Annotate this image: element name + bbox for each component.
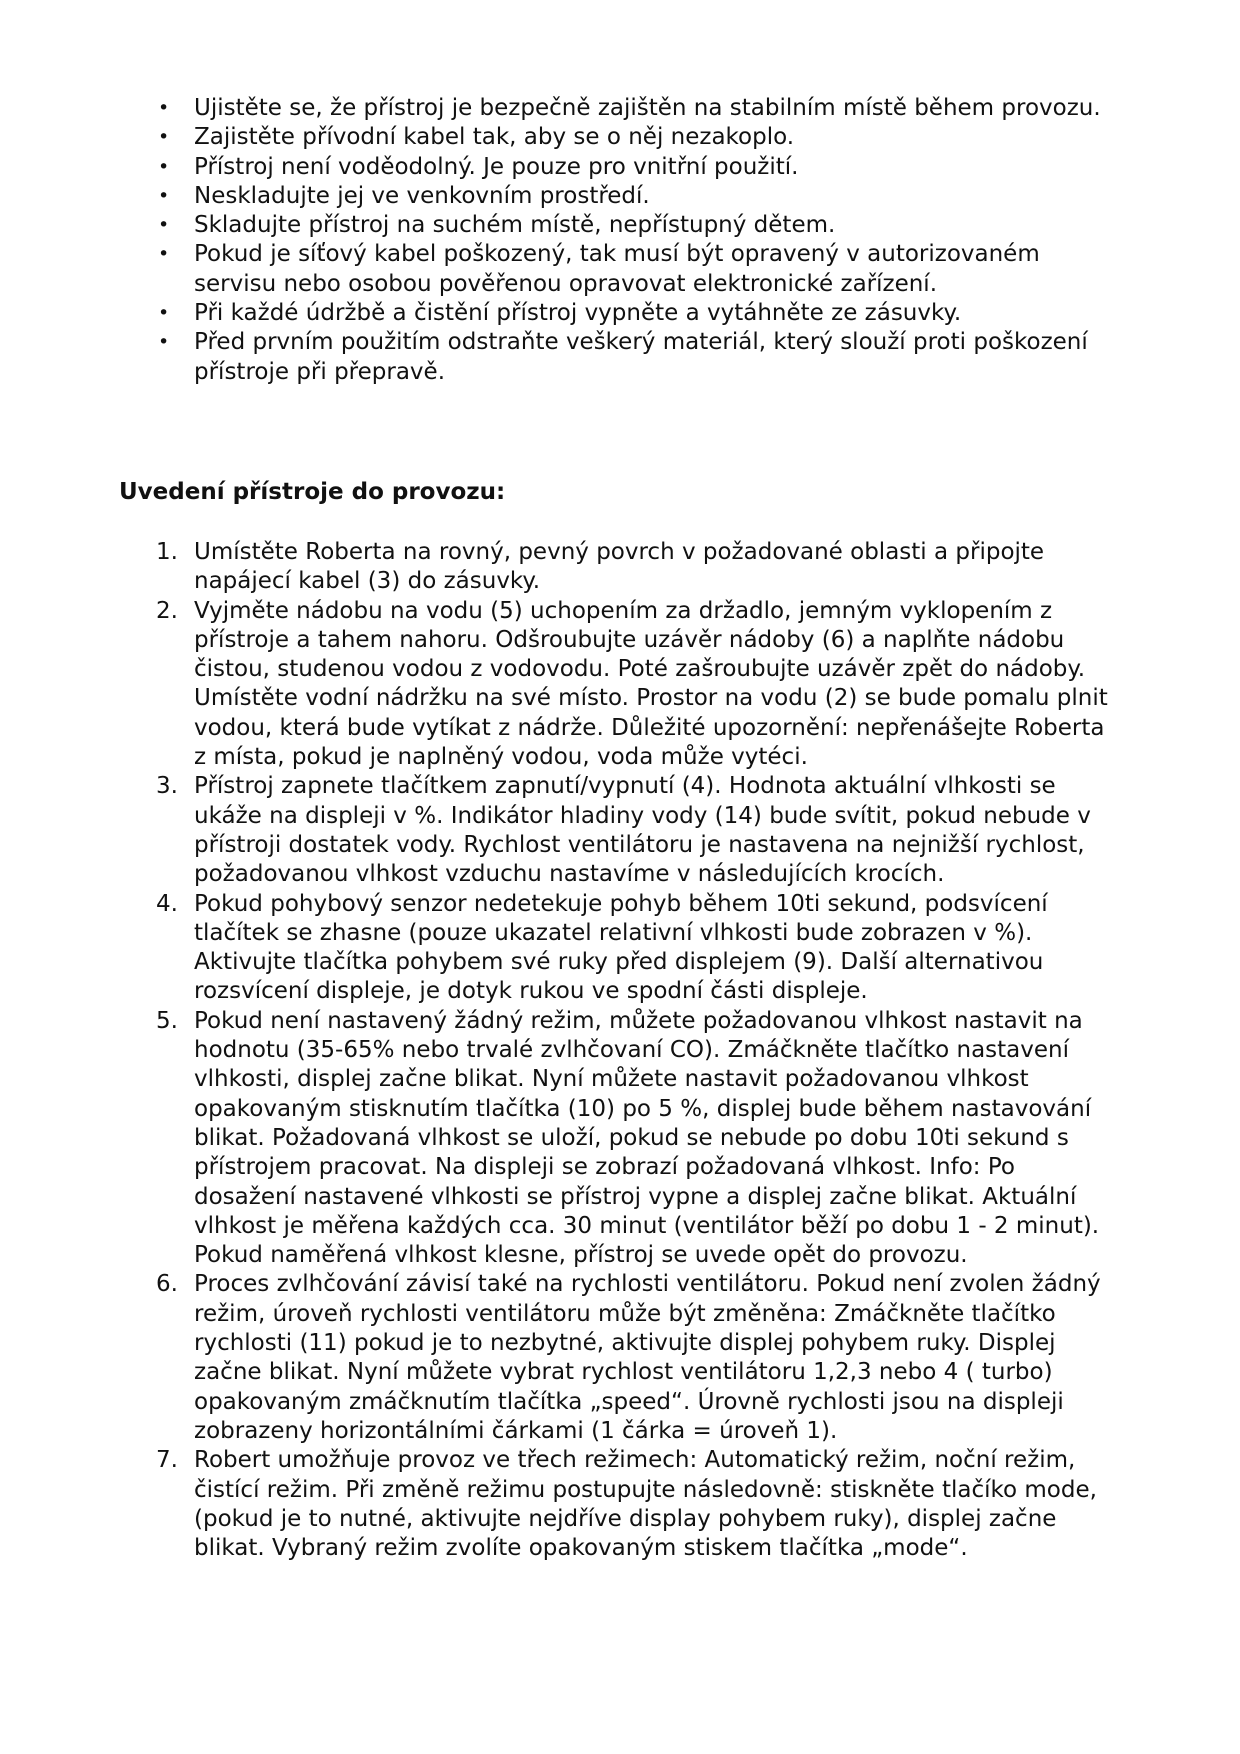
step-item bbox=[150, 597, 1110, 773]
step-text: Vyjměte nádobu na vodu (5) uchopením za držadlo, jemným vyklopením z přístroje a tahem nahoru. Odšroubujte uzávěr nádoby (6) a naplňte nádobu čistou, studenou vodou z vodovodu. Poté zašroubujte uzávěr zpět do nádoby. Umístěte vodní nádržku na své místo. Prostor na vodu (2) se bude pomalu plnit vodou, která bude vytíkat z nádrže. Důležité upozornění: nepřenášejte Roberta z místa, pokud je naplněný vodou, voda může vytéci. bbox=[194, 597, 1108, 771]
step-number: 3. bbox=[156, 773, 178, 800]
bullet-text: Skladujte přístroj na suchém místě, nepřístupný dětem. bbox=[194, 212, 836, 239]
bullet-icon: • bbox=[158, 126, 170, 149]
safety-bullet-list bbox=[150, 94, 1110, 387]
step-number: 5. bbox=[156, 1007, 178, 1034]
section-heading: Uvedení přístroje do provozu: bbox=[119, 479, 506, 505]
bullet-text: Při každé údržbě a čistění přístroj vypněte a vytáhněte ze zásuvky. bbox=[194, 300, 962, 327]
bullet-icon: • bbox=[158, 155, 170, 178]
step-number: 6. bbox=[156, 1271, 178, 1298]
step-item bbox=[150, 890, 1110, 1007]
bullet-text: Ujistěte se, že přístroj je bezpečně zajištěn na stabilním místě během provozu. bbox=[194, 95, 1101, 121]
step-item bbox=[150, 538, 1110, 597]
step-item bbox=[150, 1270, 1110, 1446]
list-item bbox=[150, 240, 1110, 299]
bullet-icon: • bbox=[158, 302, 170, 325]
list-item bbox=[150, 94, 1110, 123]
step-text: Robert umožňuje provoz ve třech režimech: Automatický režim, noční režim, čistící režim. Při změně režimu postupujte následovně: stiskněte tlačíko mode, (pokud je to nutné, aktivujte nejdříve display pohybem ruky), displej začne blikat. Vybraný režim zvolíte opakovaným stiskem tlačítka „mode“. bbox=[194, 1447, 1097, 1562]
bullet-icon: • bbox=[158, 97, 170, 119]
list-item bbox=[150, 211, 1110, 240]
step-text: Pokud pohybový senzor nedetekuje pohyb během 10ti sekund, podsvícení tlačítek se zhasne (pouze ukazatel relativní vlhkosti bude zobrazen v %). Aktivujte tlačítka pohybem své ruky před displejem (9). Další alternativou rozsvícení displeje, je dotyk rukou ve spodní části displeje. bbox=[194, 890, 1048, 1005]
step-number: 4. bbox=[156, 890, 178, 917]
step-item bbox=[150, 772, 1110, 889]
step-number: 7. bbox=[156, 1447, 178, 1474]
step-item bbox=[150, 1007, 1110, 1271]
list-item bbox=[150, 123, 1110, 152]
list-item bbox=[150, 328, 1110, 387]
step-number: 1. bbox=[156, 539, 178, 565]
bullet-icon: • bbox=[158, 331, 170, 354]
step-number: 2. bbox=[156, 597, 178, 624]
list-item bbox=[150, 153, 1110, 182]
bullet-text: Před prvním použitím odstraňte veškerý materiál, který slouží proti poškození přístroje při přepravě. bbox=[194, 329, 1088, 385]
setup-steps-list bbox=[150, 538, 1110, 1563]
step-item bbox=[150, 1446, 1110, 1563]
bullet-text: Neskladujte jej ve venkovním prostředí. bbox=[194, 182, 650, 209]
bullet-icon: • bbox=[158, 243, 170, 266]
list-item bbox=[150, 182, 1110, 211]
bullet-icon: • bbox=[158, 184, 170, 207]
step-text: Proces zvlhčování závisí také na rychlosti ventilátoru. Pokud není zvolen žádný režim, úroveň rychlosti ventilátoru může být změněna: Zmáčkněte tlačítko rychlosti (11) pokud je to nezbytné, aktivujte displej pohybem ruky. Displej začne blikat. Nyní můžete vybrat rychlost ventilátoru 1,2,3 nebo 4 ( turbo) opakovaným zmáčknutím tlačítka „speed“. Úrovně rychlosti jsou na displeji zobrazeny horizontálními čárkami (1 čárka = úroveň 1). bbox=[194, 1271, 1101, 1444]
step-text: Pokud není nastavený žádný režim, můžete požadovanou vlhkost nastavit na hodnotu (35-65% nebo trvalé zvlhčovaní CO). Zmáčkněte tlačítko nastavení vlhkosti, displej začne blikat. Nyní můžete nastavit požadovanou vlhkost opakovaným stisknutím tlačítka (10) po 5 %, displej bude během nastavování blikat. Požadovaná vlhkost se uloží, pokud se nebude po dobu 10ti sekund s přístrojem pracovat. Na displeji se zobrazí požadovaná vlhkost. Info: Po dosažení nastavené vlhkosti se přístroj vypne a displej začne blikat. Aktuální vlhkost je měřena každých cca. 30 minut (ventilátor běží po dobu 1 - 2 minut). Pokud naměřená vlhkost klesne, přístroj se uvede opět do provozu. bbox=[194, 1007, 1100, 1269]
step-text: Umístěte Roberta na rovný, pevný povrch v požadované oblasti a připojte napájecí kabel (3) do zásuvky. bbox=[194, 539, 1045, 595]
bullet-icon: • bbox=[158, 214, 170, 237]
list-item bbox=[150, 299, 1110, 328]
bullet-text: Zajistěte přívodní kabel tak, aby se o něj nezakoplo. bbox=[194, 124, 795, 151]
bullet-text: Přístroj není voděodolný. Je pouze pro vnitřní použití. bbox=[194, 153, 799, 180]
bullet-text: Pokud je síťový kabel poškozený, tak musí být opravený v autorizovaném servisu nebo osobou pověřenou opravovat elektronické zařízení. bbox=[194, 241, 1040, 297]
step-text: Přístroj zapnete tlačítkem zapnutí/vypnutí (4). Hodnota aktuální vlhkosti se ukáže na displeji v %. Indikátor hladiny vody (14) bude svítit, pokud nebude v přístroji dostatek vody. Rychlost ventilátoru je nastavena na nejnižší rychlost, požadovanou vlhkost vzduchu nastavíme v následujících krocích. bbox=[194, 773, 1091, 888]
